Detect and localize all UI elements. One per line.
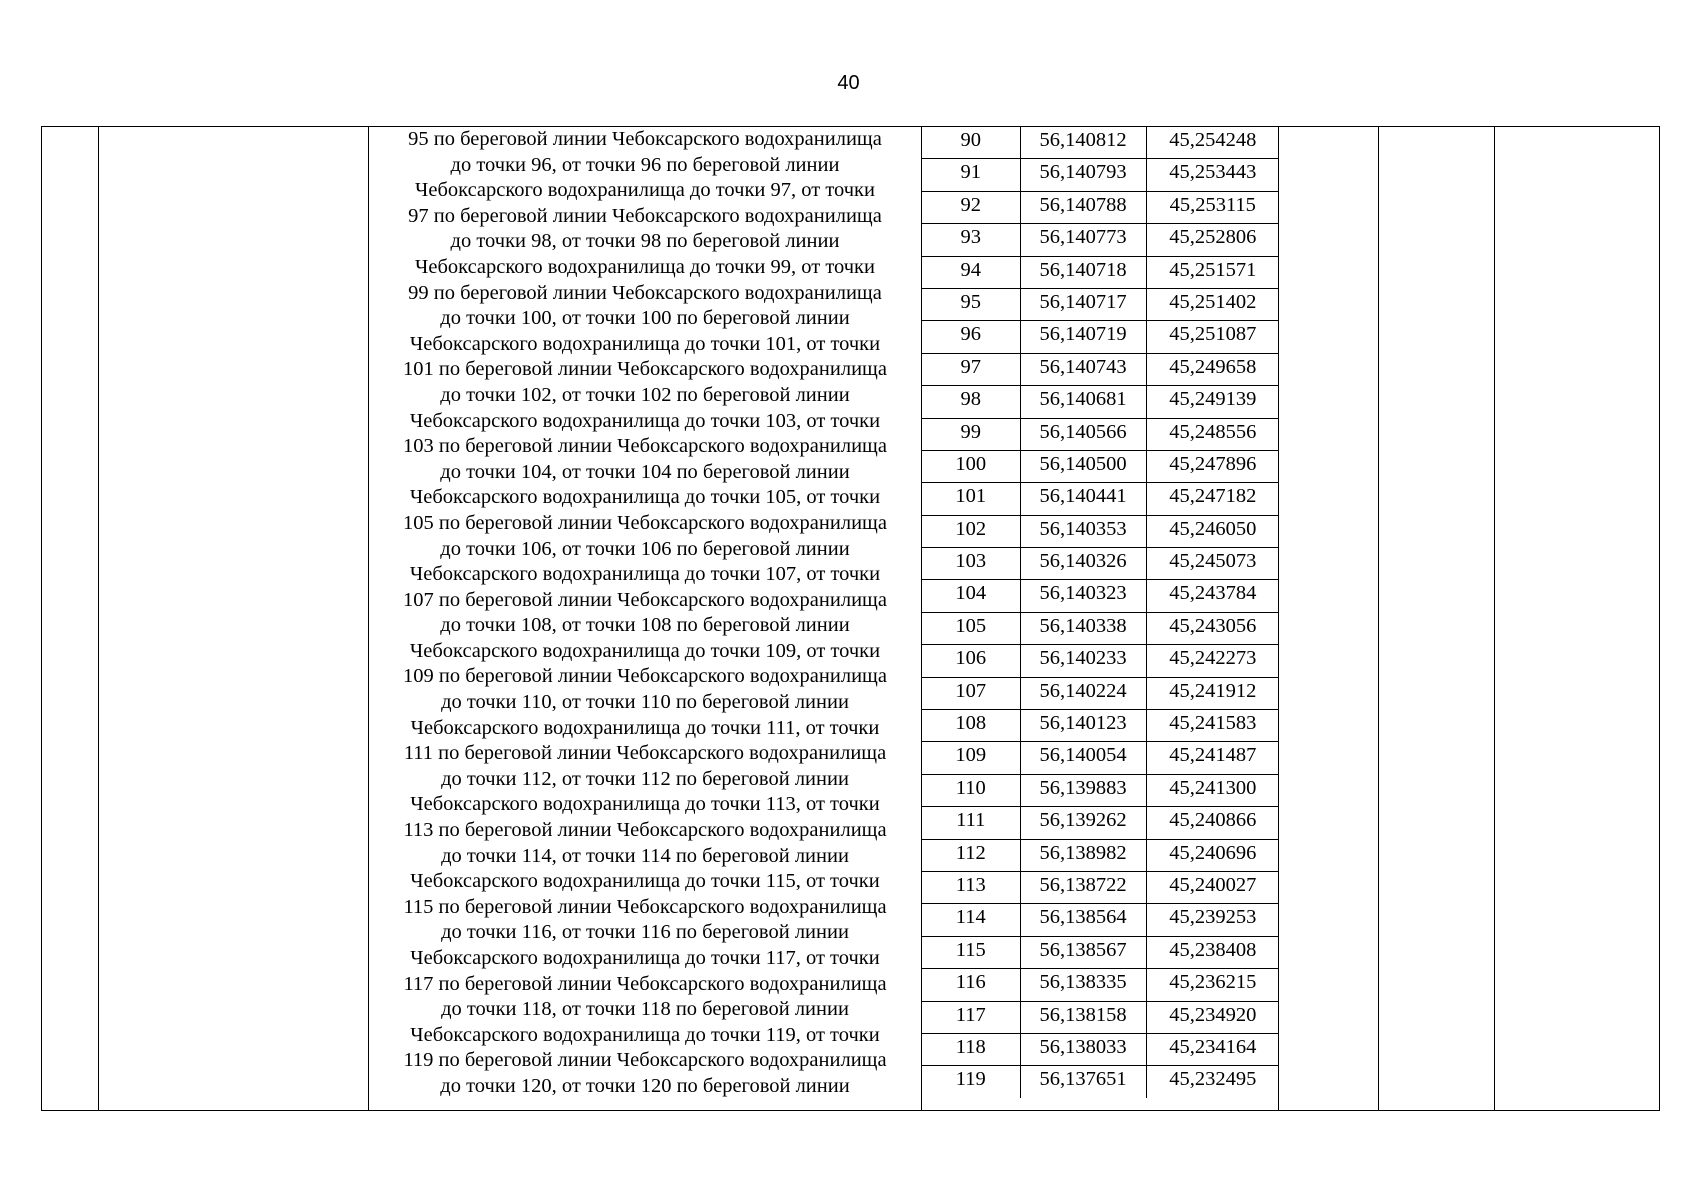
longitude-value: 45,254248 [1146, 127, 1279, 159]
coordinate-row [922, 515, 1279, 547]
description-line: 109 по береговой линии Чебоксарского водохранилища [403, 665, 887, 688]
description-line: до точки 96, от точки 96 по береговой линии [450, 153, 840, 176]
latitude-value: 56,140338 [1020, 612, 1146, 644]
description-line: до точки 108, от точки 108 по береговой линии [440, 614, 850, 637]
coordinate-row [922, 321, 1279, 353]
longitude-value: 45,240696 [1146, 839, 1279, 871]
point-number: 117 [922, 1001, 1020, 1033]
coordinate-row [922, 353, 1279, 385]
coordinate-row [922, 677, 1279, 709]
description-line: Чебоксарского водохранилища до точки 111, от точки [410, 716, 880, 739]
description-line: 103 по береговой линии Чебоксарского водохранилища [403, 435, 887, 458]
latitude-value: 56,140123 [1020, 710, 1146, 742]
description-line: 101 по береговой линии Чебоксарского водохранилища [403, 358, 887, 381]
latitude-value: 56,138158 [1020, 1001, 1146, 1033]
coordinate-row [922, 127, 1279, 159]
coordinate-row [922, 288, 1279, 320]
longitude-value: 45,248556 [1146, 418, 1279, 450]
coordinate-row [922, 936, 1279, 968]
longitude-value: 45,241487 [1146, 742, 1279, 774]
point-number: 116 [922, 969, 1020, 1001]
longitude-value: 45,241583 [1146, 710, 1279, 742]
empty-cell-a [1279, 127, 1379, 1111]
point-number: 101 [922, 483, 1020, 515]
latitude-value: 56,140719 [1020, 321, 1146, 353]
description-line: до точки 114, от точки 114 по береговой линии [441, 844, 849, 867]
point-number: 119 [922, 1066, 1020, 1098]
coordinate-row [922, 774, 1279, 806]
longitude-value: 45,247182 [1146, 483, 1279, 515]
longitude-value: 45,236215 [1146, 969, 1279, 1001]
latitude-value: 56,138982 [1020, 839, 1146, 871]
latitude-value: 56,140773 [1020, 224, 1146, 256]
longitude-value: 45,243056 [1146, 612, 1279, 644]
point-number: 99 [922, 418, 1020, 450]
point-number: 94 [922, 256, 1020, 288]
coordinates-table [922, 127, 1279, 1098]
description-line: 97 по береговой линии Чебоксарского водохранилища [408, 204, 882, 227]
point-number: 111 [922, 807, 1020, 839]
coordinate-row [922, 839, 1279, 871]
coordinate-row [922, 580, 1279, 612]
latitude-value: 56,140793 [1020, 159, 1146, 191]
description-line: до точки 118, от точки 118 по береговой линии [441, 998, 849, 1021]
point-number: 102 [922, 515, 1020, 547]
point-number: 96 [922, 321, 1020, 353]
point-number: 105 [922, 612, 1020, 644]
empty-cell-name [99, 127, 369, 1111]
latitude-value: 56,140718 [1020, 256, 1146, 288]
empty-cell-number [42, 127, 99, 1111]
coordinate-row [922, 645, 1279, 677]
latitude-value: 56,140717 [1020, 288, 1146, 320]
coordinate-row [922, 969, 1279, 1001]
coordinate-row [922, 548, 1279, 580]
longitude-value: 45,243784 [1146, 580, 1279, 612]
boundary-description-cell [369, 127, 922, 1111]
longitude-value: 45,234920 [1146, 1001, 1279, 1033]
longitude-value: 45,240027 [1146, 871, 1279, 903]
description-line: до точки 110, от точки 110 по береговой линии [441, 691, 849, 714]
coordinate-row [922, 1001, 1279, 1033]
boundary-description [373, 127, 917, 1100]
longitude-value: 45,232495 [1146, 1066, 1279, 1098]
latitude-value: 56,140233 [1020, 645, 1146, 677]
coordinate-row [922, 904, 1279, 936]
coordinate-row [922, 612, 1279, 644]
description-line: 111 по береговой линии Чебоксарского водохранилища [403, 742, 887, 765]
latitude-value: 56,138567 [1020, 936, 1146, 968]
description-line: 99 по береговой линии Чебоксарского водохранилища [408, 281, 882, 304]
description-line: 113 по береговой линии Чебоксарского водохранилища [403, 819, 887, 842]
point-number: 92 [922, 191, 1020, 223]
point-number: 90 [922, 127, 1020, 159]
point-number: 113 [922, 871, 1020, 903]
latitude-value: 56,140224 [1020, 677, 1146, 709]
coordinate-row [922, 807, 1279, 839]
description-line: Чебоксарского водохранилища до точки 109, от точки [409, 639, 881, 662]
latitude-value: 56,140681 [1020, 386, 1146, 418]
latitude-value: 56,140566 [1020, 418, 1146, 450]
longitude-value: 45,249658 [1146, 353, 1279, 385]
point-number: 106 [922, 645, 1020, 677]
empty-cell-c [1495, 127, 1660, 1111]
longitude-value: 45,234164 [1146, 1033, 1279, 1065]
coordinate-row [922, 256, 1279, 288]
longitude-value: 45,253115 [1146, 191, 1279, 223]
coordinate-row [922, 191, 1279, 223]
coordinate-row [922, 1033, 1279, 1065]
coordinate-row [922, 483, 1279, 515]
longitude-value: 45,251087 [1146, 321, 1279, 353]
page-number: 40 [837, 72, 860, 94]
boundary-table [41, 126, 1660, 1111]
description-line: Чебоксарского водохранилища до точки 101, от точки [409, 332, 881, 355]
longitude-value: 45,242273 [1146, 645, 1279, 677]
longitude-value: 45,251571 [1146, 256, 1279, 288]
longitude-value: 45,253443 [1146, 159, 1279, 191]
longitude-value: 45,252806 [1146, 224, 1279, 256]
coordinate-row [922, 1066, 1279, 1098]
latitude-value: 56,138722 [1020, 871, 1146, 903]
point-number: 91 [922, 159, 1020, 191]
description-line: Чебоксарского водохранилища до точки 115, от точки [410, 870, 880, 893]
longitude-value: 45,245073 [1146, 548, 1279, 580]
description-line: до точки 104, от точки 104 по береговой линии [440, 460, 850, 483]
description-line: 95 по береговой линии Чебоксарского водохранилища [408, 128, 882, 150]
latitude-value: 56,140323 [1020, 580, 1146, 612]
description-line: Чебоксарского водохранилища до точки 105, от точки [409, 486, 881, 509]
longitude-value: 45,247896 [1146, 450, 1279, 482]
longitude-value: 45,241300 [1146, 774, 1279, 806]
coordinate-row [922, 450, 1279, 482]
description-line: до точки 102, от точки 102 по береговой линии [440, 383, 850, 406]
point-number: 107 [922, 677, 1020, 709]
longitude-value: 45,241912 [1146, 677, 1279, 709]
description-line: Чебоксарского водохранилища до точки 103, от точки [409, 409, 881, 432]
longitude-value: 45,239253 [1146, 904, 1279, 936]
point-number: 114 [922, 904, 1020, 936]
latitude-value: 56,139262 [1020, 807, 1146, 839]
description-line: 117 по береговой линии Чебоксарского водохранилища [403, 972, 887, 995]
description-line: Чебоксарского водохранилища до точки 97, от точки [415, 179, 875, 202]
latitude-value: 56,140743 [1020, 353, 1146, 385]
longitude-value: 45,251402 [1146, 288, 1279, 320]
latitude-value: 56,138335 [1020, 969, 1146, 1001]
latitude-value: 56,138033 [1020, 1033, 1146, 1065]
description-line: 105 по береговой линии Чебоксарского водохранилища [403, 511, 887, 534]
longitude-value: 45,238408 [1146, 936, 1279, 968]
description-line: до точки 116, от точки 116 по береговой линии [441, 921, 849, 944]
point-number: 95 [922, 288, 1020, 320]
point-number: 118 [922, 1033, 1020, 1065]
point-number: 110 [922, 774, 1020, 806]
coordinate-row [922, 159, 1279, 191]
point-number: 108 [922, 710, 1020, 742]
description-line: до точки 120, от точки 120 по береговой линии [440, 1074, 850, 1097]
coordinate-row [922, 742, 1279, 774]
point-number: 112 [922, 839, 1020, 871]
description-line: до точки 106, от точки 106 по береговой линии [440, 537, 850, 560]
latitude-value: 56,140326 [1020, 548, 1146, 580]
coordinates-cell [922, 127, 1279, 1111]
longitude-value: 45,249139 [1146, 386, 1279, 418]
point-number: 104 [922, 580, 1020, 612]
latitude-value: 56,139883 [1020, 774, 1146, 806]
coordinate-row [922, 871, 1279, 903]
description-line: Чебоксарского водохранилища до точки 107, от точки [409, 563, 881, 586]
description-line: 107 по береговой линии Чебоксарского водохранилища [403, 588, 887, 611]
latitude-value: 56,137651 [1020, 1066, 1146, 1098]
latitude-value: 56,138564 [1020, 904, 1146, 936]
table-row [42, 127, 1660, 1111]
latitude-value: 56,140353 [1020, 515, 1146, 547]
latitude-value: 56,140500 [1020, 450, 1146, 482]
description-line: Чебоксарского водохранилища до точки 99, от точки [415, 255, 875, 278]
empty-cell-b [1379, 127, 1495, 1111]
latitude-value: 56,140812 [1020, 127, 1146, 159]
point-number: 103 [922, 548, 1020, 580]
point-number: 109 [922, 742, 1020, 774]
coordinate-row [922, 224, 1279, 256]
latitude-value: 56,140441 [1020, 483, 1146, 515]
coordinate-row [922, 386, 1279, 418]
description-line: Чебоксарского водохранилища до точки 113, от точки [410, 793, 880, 816]
description-line: до точки 100, от точки 100 по береговой линии [440, 307, 850, 330]
description-line: 119 по береговой линии Чебоксарского водохранилища [403, 1049, 887, 1072]
point-number: 93 [922, 224, 1020, 256]
description-line: Чебоксарского водохранилища до точки 119, от точки [410, 1023, 880, 1046]
description-line: Чебоксарского водохранилища до точки 117, от точки [410, 947, 880, 969]
description-line: до точки 98, от точки 98 по береговой линии [450, 230, 840, 253]
coordinate-row [922, 710, 1279, 742]
point-number: 115 [922, 936, 1020, 968]
point-number: 100 [922, 450, 1020, 482]
latitude-value: 56,140788 [1020, 191, 1146, 223]
description-line: до точки 112, от точки 112 по береговой линии [441, 767, 849, 790]
point-number: 98 [922, 386, 1020, 418]
latitude-value: 56,140054 [1020, 742, 1146, 774]
longitude-value: 45,240866 [1146, 807, 1279, 839]
longitude-value: 45,246050 [1146, 515, 1279, 547]
point-number: 97 [922, 353, 1020, 385]
coordinate-row [922, 418, 1279, 450]
description-line: 115 по береговой линии Чебоксарского водохранилища [403, 895, 887, 918]
